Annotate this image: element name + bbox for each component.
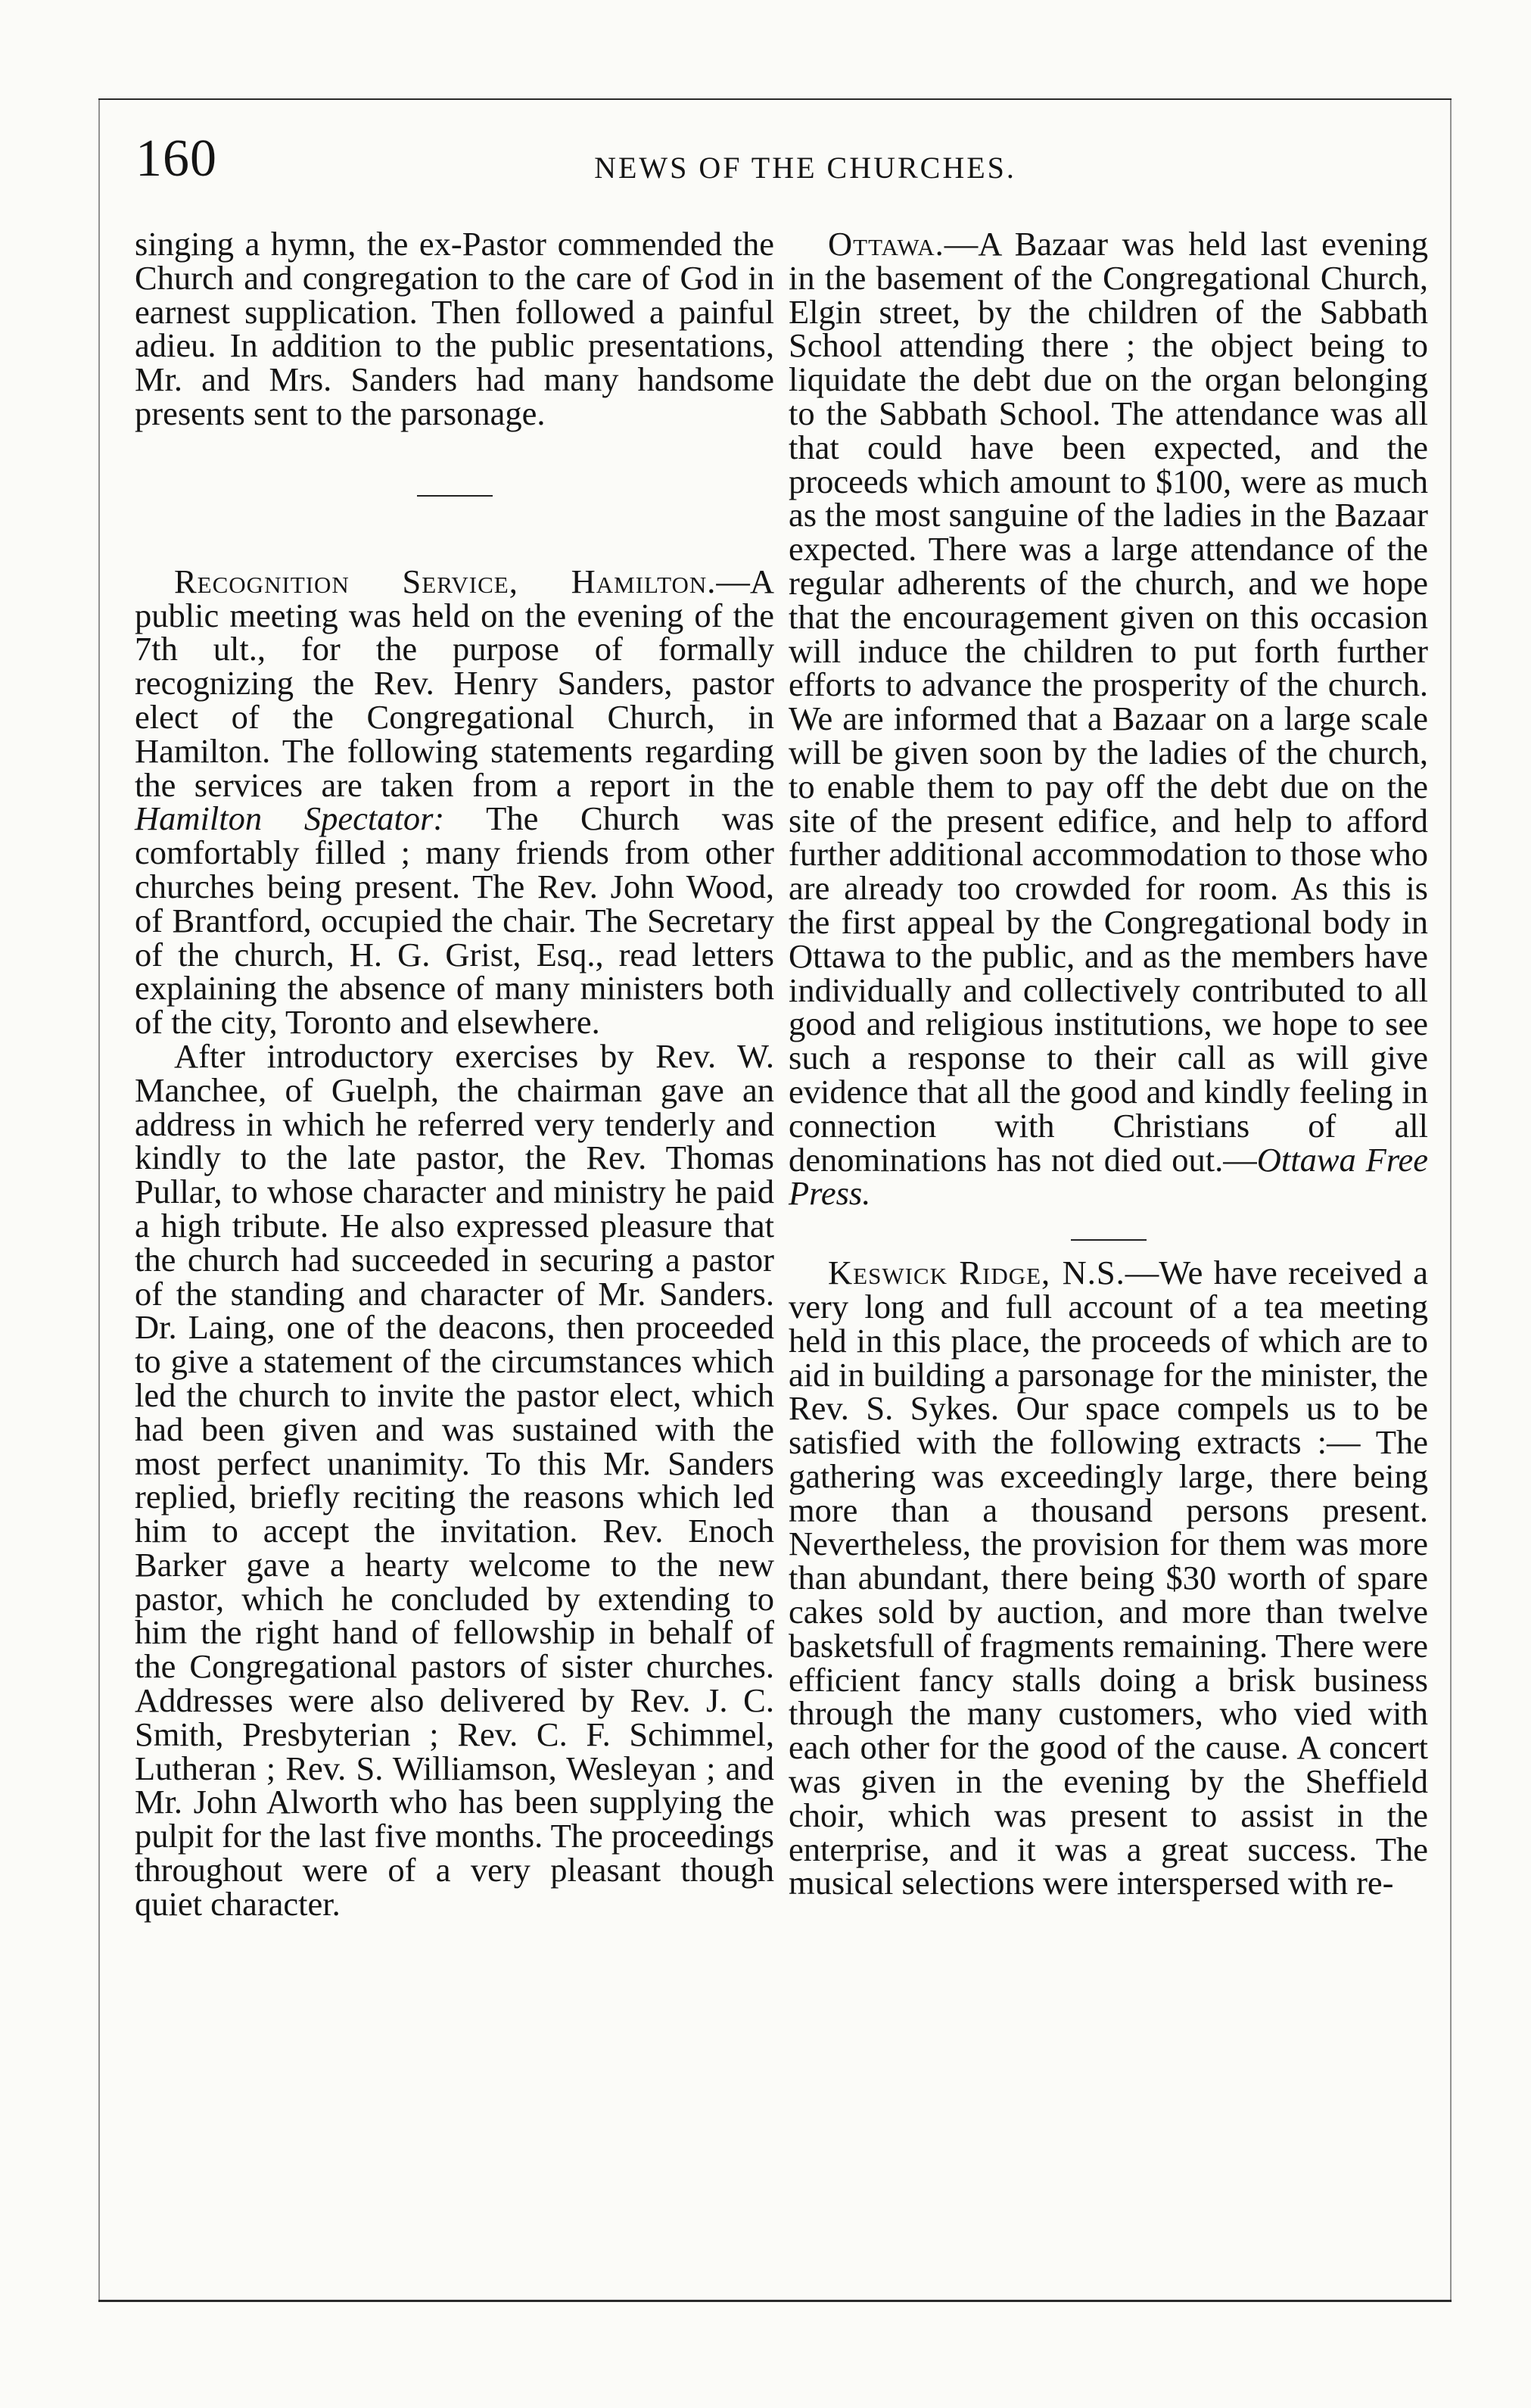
right-rule xyxy=(1450,98,1452,2301)
ottawa-text: —A Bazaar was held last evening in the basement of the Congregational Church, Elgin street, by the children of the Sabbath School attending there ; the object being to liquidate the debt due on the organ belonging to the Sabbath School. The attendance was all that could have been expected, and the proceeds which amount to $100, were as much as the most sanguine of the ladies in the Bazaar expected. There was a large attendance of the regular adherents of the church, and we hope that the encouragement given on this occasion will induce the children to put forth further efforts to advance the prosperity of the church. We are informed that a Bazaar on a large scale will be given soon by the ladies of the church, to enable them to pay off the debt due on the site of the present edifice, and help to afford further additional accommodation to those who are already too crowded for room. As this is the first appeal by the Congregational body in Ottawa to the public, and as the members have individually and collectively contributed to all good and religious institutions, we hope to see such a response to their call as will give evidence that all the good and kindly feeling in connection with Christians of all denominations has not died out.— xyxy=(789,225,1428,1179)
recognition-text: —A public meeting was held on the evening of the 7th ult., for the purpose of formally recognizing the Rev. Henry Sanders, pastor elect of the Congregational Church, in Hamilton. The following statements regarding the services are taken from a report in the xyxy=(135,562,774,804)
ottawa-free-press-source: Ottawa Free Press. xyxy=(789,1140,1429,1213)
right-column xyxy=(789,227,1428,1900)
ottawa-heading: Ottawa. xyxy=(828,225,944,263)
top-rule xyxy=(98,98,1452,100)
introductory-exercises-paragraph: After introductory exercises by Rev. W. Manchee, of Guelph, the chairman gave an address in which he referred very tenderly and kindly to the late pastor, the Rev. Thomas Pullar, to whose character and ministry he paid a high tribute. He also expressed pleasure that the church had succeeded in securing a pastor of the standing and character of Mr. Sanders. Dr. Laing, one of the deacons, then proceeded to give a statement of the circumstances which led the church to invite the pastor elect, which had been given and was sustained with the most perfect unanimity. To this Mr. Sanders replied, briefly reciting the reasons which led him to accept the invitation. Rev. Enoch Barker gave a hearty welcome to the new pastor, which he concluded by extending to him the right hand of fellowship in behalf of the Congregational pastors of sister churches. Addresses were also delivered by Rev. J. C. Smith, Presbyterian ; Rev. C. F. Schimmel, Lutheran ; Rev. S. Williamson, Wesleyan ; and Mr. John Alworth who has been supplying the pulpit for the last five months. The proceedings throughout were of a very pleasant though quiet character. xyxy=(135,1036,774,1923)
section-divider xyxy=(417,495,493,497)
farewell-paragraph: singing a hymn, the ex-Pastor commended the Church and congregation to the care of God in earnest supplication. Then followed a painful adieu. In addition to the public presentations, Mr. and Mrs. Sanders had many handsome presents sent to the parsonage. xyxy=(135,225,774,432)
page-number: 160 xyxy=(135,129,217,188)
section-divider xyxy=(1071,1239,1147,1241)
keswick-text: —We have received a very long and full account of a tea meeting held in this place, the proceeds of which are to aid in building a parsonage for the minister, the Rev. S. Sykes. Our space compels us to be satisfied with the following extracts :— The gathering was exceedingly large, there being more than a thousand persons present. Nevertheless, the provision for them was more than abundant, there being $30 worth of spare cakes sold by auction, and more than twelve basketsfull of fragments remaining. There were efficient fancy stalls doing a brisk business through the many customers, who vied with each other for the good of the cause. A concert was given in the evening by the Sheffield choir, which was present to assist in the enterprise, and it was a great success. The musical selections were interspersed with re- xyxy=(789,1254,1429,1902)
page-header xyxy=(132,129,1433,197)
left-rule xyxy=(98,98,100,2301)
keswick-ridge-heading: Keswick Ridge, N.S. xyxy=(828,1254,1125,1292)
hamilton-spectator-source: Hamilton Spectator: xyxy=(135,799,445,838)
keswick-ridge-paragraph xyxy=(789,1256,1428,1900)
left-column xyxy=(135,227,774,1921)
recognition-service-heading: Recognition Service, Hamilton. xyxy=(174,562,717,600)
bottom-rule xyxy=(98,2300,1452,2302)
recognition-text-cont: The Church was comfortably filled ; many friends from other churches being present. The Rev. John Wood, of Brantford, occupied the chair. The Secretary of the church, H. G. Grist, Esq., read letters explaining the absence of many ministers both of the city, Toronto and elsewhere. xyxy=(135,799,774,1042)
recognition-service-paragraph xyxy=(135,562,774,1042)
ottawa-paragraph xyxy=(789,225,1429,1213)
running-title: NEWS OF THE CHURCHES. xyxy=(594,151,1016,185)
